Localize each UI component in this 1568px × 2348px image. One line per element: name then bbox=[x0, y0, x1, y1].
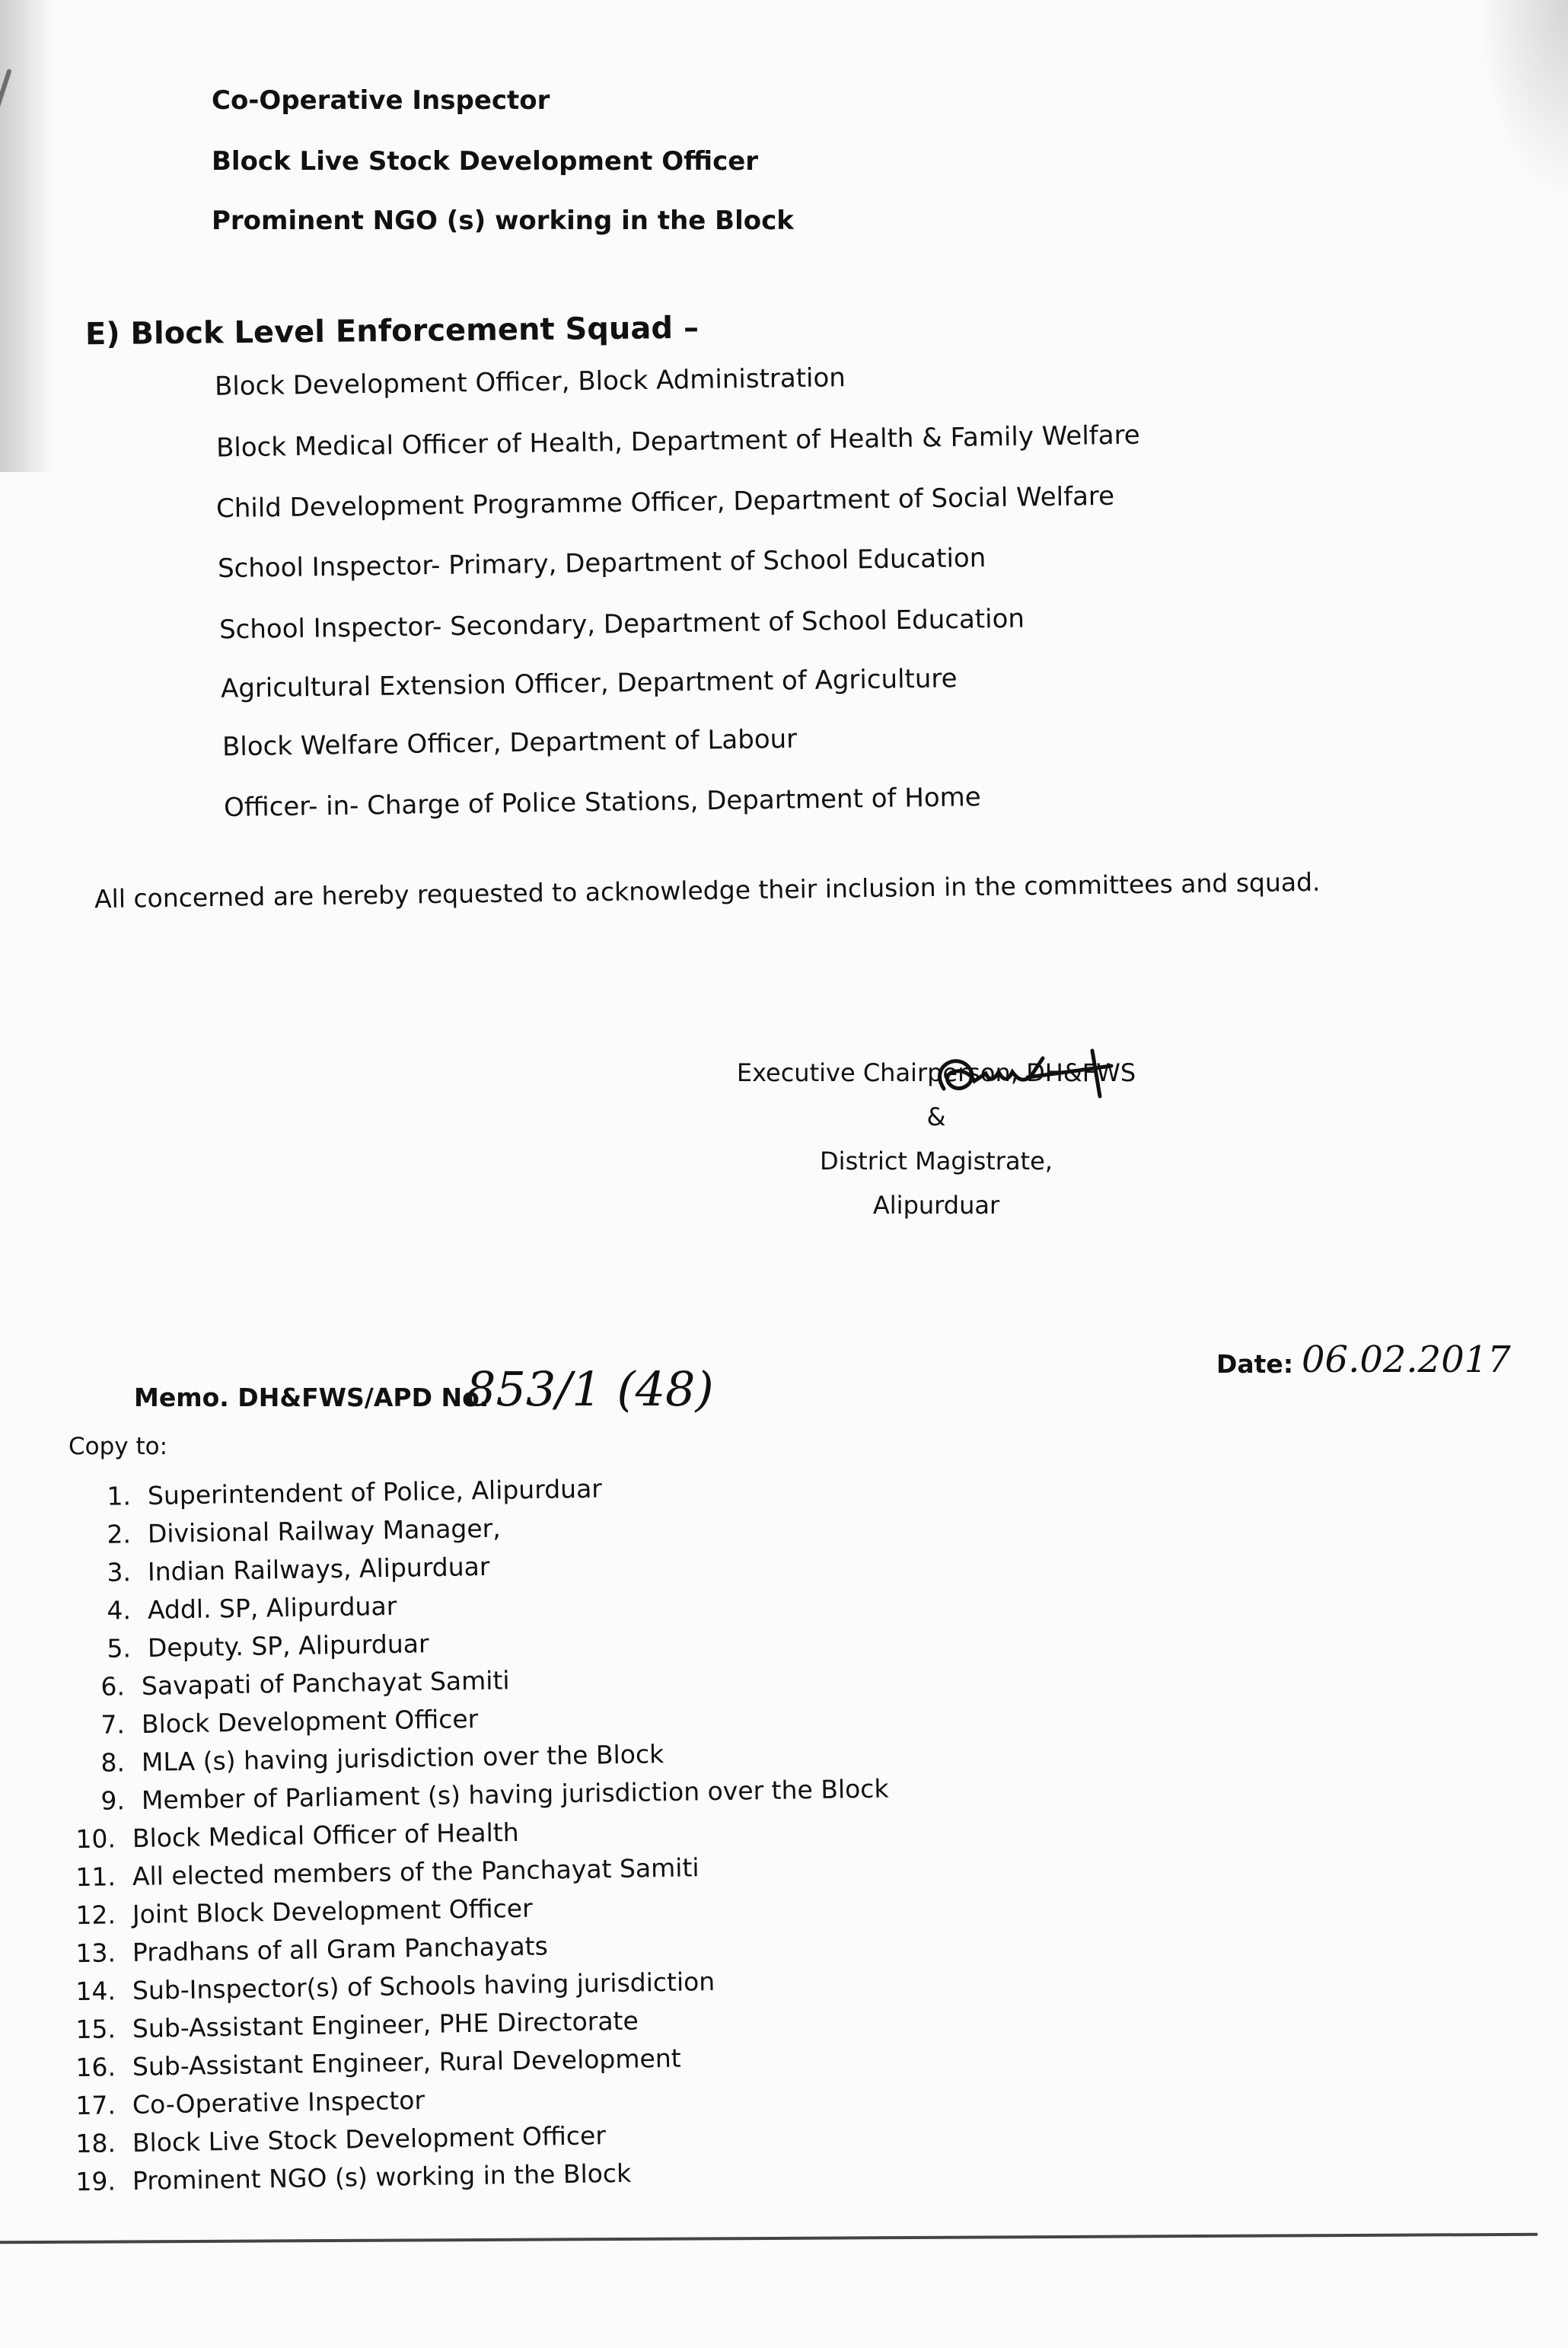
list-number: 7. bbox=[100, 1709, 126, 1740]
list-number: 5. bbox=[107, 1633, 132, 1664]
list-number: 4. bbox=[107, 1595, 132, 1625]
memo-number: 853/1 (48) bbox=[466, 1361, 714, 1417]
list-number: 9. bbox=[100, 1785, 126, 1816]
list-text: Block Live Stock Development Officer bbox=[132, 2120, 607, 2158]
list-number: 14. bbox=[75, 1976, 116, 2007]
squad-heading: E) Block Level Enforcement Squad – bbox=[84, 310, 700, 353]
date-label: Date: bbox=[1216, 1349, 1294, 1379]
list-text: Indian Railways, Alipurduar bbox=[147, 1551, 490, 1587]
list-number: 10. bbox=[75, 1823, 116, 1855]
list-text: Co-Operative Inspector bbox=[132, 2085, 425, 2120]
list-number: 12. bbox=[75, 1900, 116, 1931]
squad-member: Child Development Programme Officer, Department of Social Welfare bbox=[215, 480, 1115, 525]
squad-member: Block Welfare Officer, Department of Labour bbox=[221, 723, 798, 763]
list-number: 13. bbox=[75, 1938, 116, 1969]
copy-to-label: Copy to: bbox=[69, 1433, 168, 1460]
signature-line: Executive Chairperson, DH&FWS bbox=[736, 1058, 1136, 1087]
list-text: Pradhans of all Gram Panchayats bbox=[132, 1931, 549, 1967]
list-number: 19. bbox=[75, 2166, 116, 2197]
top-list-item: Co-Operative Inspector bbox=[212, 85, 550, 116]
squad-member: Block Development Officer, Block Administration bbox=[214, 362, 846, 402]
list-text: Divisional Railway Manager, bbox=[147, 1513, 501, 1549]
signature-block bbox=[731, 1051, 1142, 1227]
list-number: 3. bbox=[107, 1557, 132, 1587]
signature-line: & bbox=[926, 1102, 946, 1131]
top-list-item: Block Live Stock Development Officer bbox=[212, 146, 759, 177]
list-text: Block Development Officer bbox=[141, 1703, 479, 1739]
list-text: MLA (s) having jurisdiction over the Block bbox=[141, 1739, 664, 1777]
list-number: 11. bbox=[75, 1861, 116, 1893]
list-number: 18. bbox=[75, 2128, 116, 2159]
list-number: 8. bbox=[100, 1747, 126, 1778]
copy-to-list bbox=[73, 1475, 895, 2199]
squad-member: Block Medical Officer of Health, Department of Health & Family Welfare bbox=[215, 420, 1140, 464]
list-text: Prominent NGO (s) working in the Block bbox=[132, 2158, 632, 2196]
signature-line: Alipurduar bbox=[872, 1191, 1000, 1220]
squad-member: School Inspector- Primary, Department of School Education bbox=[217, 542, 986, 585]
squad-member: Officer- in- Charge of Police Stations, Department of Home bbox=[223, 782, 981, 823]
list-number: 1. bbox=[107, 1481, 132, 1511]
date-value: 06.02.2017 bbox=[1302, 1338, 1511, 1381]
squad-member: Agricultural Extension Officer, Department of Agriculture bbox=[220, 663, 958, 704]
list-number: 15. bbox=[75, 2014, 116, 2045]
scan-corner-noise bbox=[1477, 0, 1568, 198]
list-number: 16. bbox=[75, 2052, 116, 2083]
list-text: Savapati of Panchayat Samiti bbox=[141, 1665, 510, 1701]
list-text: Member of Parliament (s) having jurisdiction over the Block bbox=[141, 1773, 889, 1815]
list-text: Sub-Inspector(s) of Schools having jurisdiction bbox=[132, 1966, 715, 2005]
list-text: All elected members of the Panchayat Samiti bbox=[132, 1852, 700, 1891]
list-text: Sub-Assistant Engineer, Rural Development bbox=[132, 2043, 681, 2082]
bottom-divider bbox=[0, 2233, 1538, 2244]
list-number: 2. bbox=[107, 1519, 132, 1549]
list-text: Block Medical Officer of Health bbox=[132, 1817, 519, 1853]
list-number: 17. bbox=[75, 2090, 116, 2121]
list-text: Superintendent of Police, Alipurduar bbox=[147, 1473, 603, 1511]
squad-member: School Inspector- Secondary, Department of School Education bbox=[218, 603, 1025, 646]
memo-label: Memo. DH&FWS/APD No. bbox=[134, 1383, 489, 1412]
signature-line: District Magistrate, bbox=[820, 1147, 1053, 1176]
list-text: Deputy. SP, Alipurduar bbox=[147, 1629, 429, 1663]
list-number: 6. bbox=[100, 1671, 126, 1702]
top-list-item: Prominent NGO (s) working in the Block bbox=[212, 206, 794, 236]
list-text: Sub-Assistant Engineer, PHE Directorate bbox=[132, 2005, 639, 2043]
list-text: Addl. SP, Alipurduar bbox=[147, 1590, 397, 1625]
acknowledge-text: All concerned are hereby requested to acknowledge their inclusion in the committees and squad. bbox=[94, 866, 1321, 914]
list-text: Joint Block Development Officer bbox=[132, 1893, 533, 1929]
